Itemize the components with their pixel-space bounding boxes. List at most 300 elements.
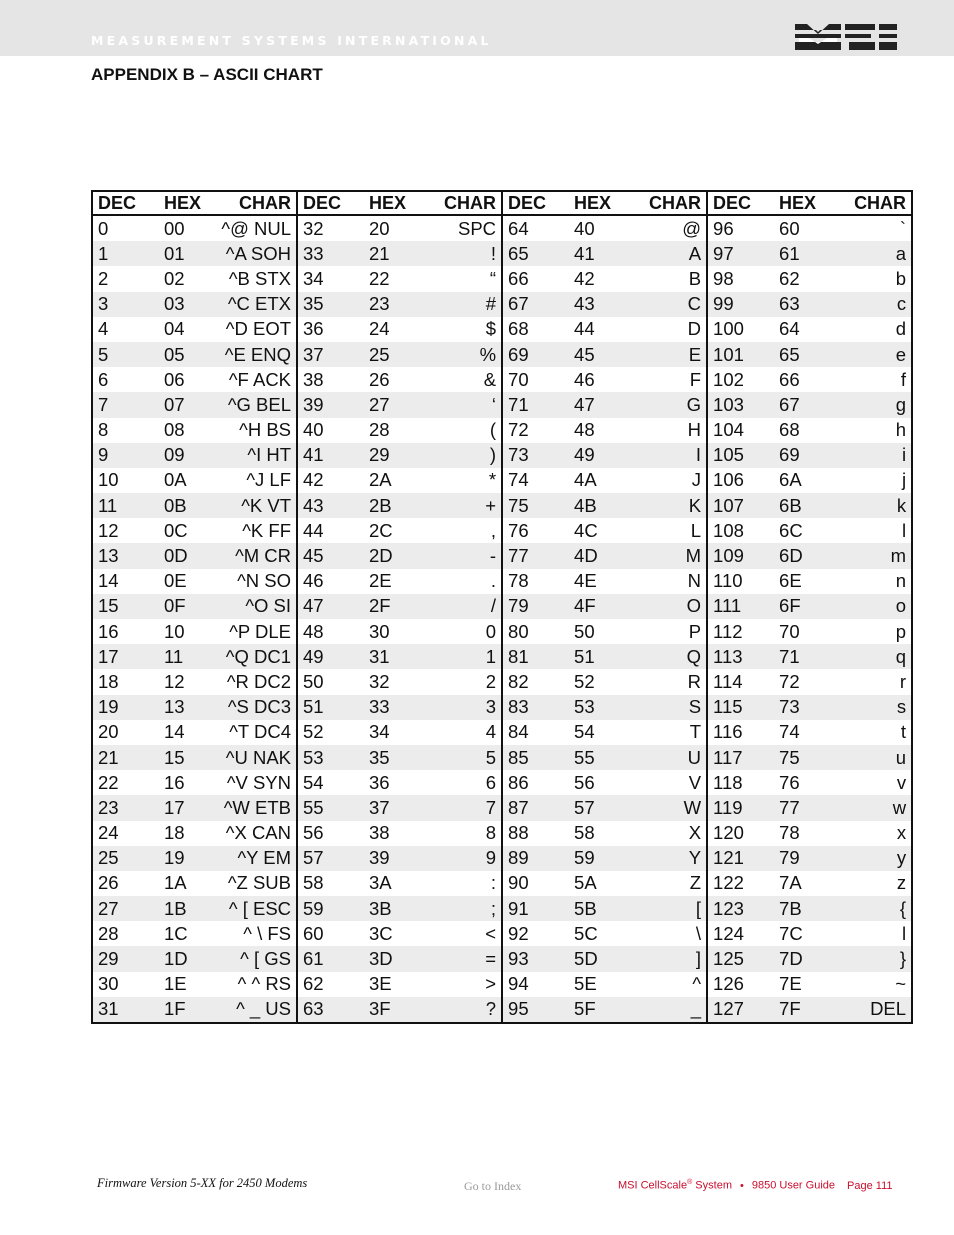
- table-row: [92, 594, 912, 619]
- char-cell: ^K FF: [242, 519, 292, 541]
- char-cell: A: [616, 241, 707, 266]
- hex-cell: 02: [164, 267, 185, 289]
- dec-cell: 7: [92, 392, 159, 417]
- table-row: [92, 215, 912, 241]
- hex-cell: 10: [164, 620, 185, 642]
- hex-cell: 76: [779, 771, 800, 793]
- dec-cell: 116: [707, 720, 774, 745]
- table-row: [92, 367, 912, 392]
- dec-cell: 101: [707, 342, 774, 367]
- hex-cell: 65: [774, 342, 821, 367]
- dec-cell: 54: [297, 770, 364, 795]
- char-cell: ^V SYN: [226, 771, 292, 793]
- dec-cell: 15: [92, 594, 159, 619]
- char-cell: ~: [895, 973, 907, 995]
- table-row: [92, 317, 912, 342]
- dec-cell: 22: [98, 771, 119, 793]
- table-row: [92, 821, 912, 846]
- dec-cell: 45: [297, 543, 364, 568]
- hex-cell: 14: [164, 721, 185, 743]
- char-cell: ^U NAK: [206, 745, 297, 770]
- header-dec: DEC: [707, 191, 774, 215]
- char-cell: W: [616, 795, 707, 820]
- char-cell: b: [895, 267, 907, 289]
- dec-cell: 66: [502, 266, 569, 291]
- hex-cell: 12: [164, 670, 185, 692]
- hex-cell: 0D: [159, 543, 206, 568]
- char-cell: ^J LF: [246, 469, 292, 491]
- hex-cell: 44: [574, 318, 595, 340]
- hex-cell: 77: [774, 795, 821, 820]
- hex-cell: 5C: [574, 922, 598, 944]
- hex-cell: 04: [164, 318, 185, 340]
- hex-cell: 2C: [369, 519, 393, 541]
- dec-cell: 35: [297, 292, 364, 317]
- char-cell: ^G BEL: [206, 392, 297, 417]
- dec-cell: 13: [92, 543, 159, 568]
- char-cell: H: [687, 419, 702, 441]
- char-cell: L: [690, 519, 702, 541]
- dec-cell: 83: [502, 695, 569, 720]
- dec-cell: 42: [297, 468, 364, 493]
- char-cell: m: [821, 543, 912, 568]
- char-cell: j: [901, 469, 907, 491]
- hex-cell: 69: [774, 443, 821, 468]
- hex-cell: 29: [364, 443, 411, 468]
- char-cell: ^A SOH: [206, 241, 297, 266]
- char-cell: V: [688, 771, 702, 793]
- char-cell: {: [821, 896, 912, 921]
- dec-cell: 73: [502, 443, 569, 468]
- table-row: [92, 292, 912, 317]
- char-cell: 5: [411, 745, 502, 770]
- hex-cell: 37: [364, 795, 411, 820]
- char-cell: 3: [411, 695, 502, 720]
- dec-cell: 11: [92, 493, 159, 518]
- dec-cell: 23: [92, 795, 159, 820]
- product-name: MSI CellScale: [618, 1179, 688, 1192]
- hex-cell: 79: [774, 846, 821, 871]
- hex-cell: 74: [779, 721, 800, 743]
- dec-cell: 82: [502, 669, 569, 694]
- hex-cell: 5F: [569, 997, 616, 1023]
- dec-cell: 26: [98, 872, 119, 894]
- dec-cell: 127: [707, 997, 774, 1023]
- dec-cell: 36: [297, 317, 364, 342]
- hex-cell: 0A: [164, 469, 187, 491]
- guide-name: 9850 User Guide: [751, 1179, 836, 1192]
- table-row: [92, 921, 912, 946]
- char-cell: z: [896, 872, 907, 894]
- table-row: [92, 569, 912, 594]
- dec-cell: 29: [92, 946, 159, 971]
- firmware-version: Firmware Version 5-XX for 2450 Modems: [97, 1176, 308, 1190]
- dec-cell: 28: [98, 922, 119, 944]
- hex-cell: 50: [574, 620, 595, 642]
- table-row: [92, 342, 912, 367]
- hex-cell: 03: [159, 292, 206, 317]
- hex-cell: 05: [159, 342, 206, 367]
- hex-cell: 2F: [364, 594, 411, 619]
- go-to-index-link[interactable]: Go to Index: [464, 1179, 522, 1193]
- hex-cell: 40: [574, 217, 595, 239]
- dec-cell: 104: [707, 418, 774, 443]
- char-cell: >: [485, 973, 497, 995]
- char-cell: !: [411, 241, 502, 266]
- dec-cell: 71: [502, 392, 569, 417]
- dec-cell: 8: [98, 419, 109, 441]
- dec-cell: 25: [92, 846, 159, 871]
- table-row: [92, 720, 912, 745]
- hex-cell: 4C: [574, 519, 598, 541]
- hex-cell: 3F: [364, 997, 411, 1023]
- hex-cell: 00: [164, 217, 185, 239]
- hex-cell: 20: [369, 217, 390, 239]
- char-cell: ^ _ US: [206, 997, 297, 1023]
- char-cell: ^B STX: [228, 267, 292, 289]
- dec-cell: 88: [502, 821, 569, 846]
- hex-cell: 1C: [164, 922, 188, 944]
- header-hex: HEX: [569, 191, 616, 215]
- char-cell: *: [488, 469, 497, 491]
- char-cell: \: [695, 922, 702, 944]
- char-cell: ^D EOT: [225, 318, 292, 340]
- dec-cell: 113: [707, 644, 774, 669]
- hex-cell: 57: [569, 795, 616, 820]
- table-header-row: [92, 191, 912, 215]
- char-cell: h: [895, 419, 907, 441]
- hex-cell: 70: [779, 620, 800, 642]
- table-row: [92, 518, 912, 543]
- dec-cell: 68: [502, 317, 569, 342]
- char-cell: P: [688, 620, 702, 642]
- char-cell: @: [682, 217, 702, 239]
- hex-cell: 3D: [364, 946, 411, 971]
- table-row: [92, 946, 912, 971]
- table-body: [92, 215, 912, 1023]
- char-cell: ^Z SUB: [227, 872, 292, 894]
- hex-cell: 7A: [779, 872, 802, 894]
- hex-cell: 46: [574, 368, 595, 390]
- char-cell: T: [689, 721, 702, 743]
- dec-cell: 21: [92, 745, 159, 770]
- dec-cell: 48: [297, 619, 364, 644]
- table-row: [92, 543, 912, 568]
- hex-cell: 0F: [159, 594, 206, 619]
- char-cell: ,: [490, 519, 497, 541]
- hex-cell: 6E: [779, 570, 802, 592]
- table-row: [92, 669, 912, 694]
- hex-cell: 5A: [574, 872, 597, 894]
- header-char: CHAR: [411, 191, 502, 215]
- dec-cell: 0: [98, 217, 109, 239]
- dec-cell: 6: [98, 368, 109, 390]
- char-cell: &: [483, 368, 497, 390]
- char-cell: U: [616, 745, 707, 770]
- dec-cell: 63: [297, 997, 364, 1023]
- char-cell: Y: [616, 846, 707, 871]
- dec-cell: 86: [502, 770, 569, 795]
- hex-cell: 1B: [159, 896, 206, 921]
- table-row: [92, 795, 912, 820]
- dec-cell: 85: [502, 745, 569, 770]
- char-cell: I: [616, 443, 707, 468]
- hex-cell: 1F: [159, 997, 206, 1023]
- char-cell: .: [490, 570, 497, 592]
- hex-cell: 72: [779, 670, 800, 692]
- char-cell: N: [687, 570, 702, 592]
- dec-cell: 110: [707, 569, 774, 594]
- char-cell: ^S DC3: [206, 695, 297, 720]
- hex-cell: 58: [574, 822, 595, 844]
- header-char: CHAR: [616, 191, 707, 215]
- dec-cell: 1: [92, 241, 159, 266]
- dec-cell: 93: [502, 946, 569, 971]
- hex-cell: 21: [364, 241, 411, 266]
- char-cell: ^I HT: [206, 443, 297, 468]
- hex-cell: 2A: [369, 469, 392, 491]
- dec-cell: 77: [502, 543, 569, 568]
- hex-cell: 54: [574, 721, 595, 743]
- char-cell: `: [899, 217, 907, 239]
- hex-cell: 23: [364, 292, 411, 317]
- dec-cell: 120: [707, 821, 774, 846]
- hex-cell: 31: [364, 644, 411, 669]
- table-row: [92, 468, 912, 493]
- dec-cell: 99: [707, 292, 774, 317]
- header-char: CHAR: [821, 191, 912, 215]
- page-title: APPENDIX B – ASCII CHART: [91, 65, 323, 84]
- hex-cell: 71: [774, 644, 821, 669]
- char-cell: s: [821, 695, 912, 720]
- char-cell: _: [616, 997, 707, 1023]
- char-cell: 1: [411, 644, 502, 669]
- char-cell: g: [821, 392, 912, 417]
- hex-cell: 15: [159, 745, 206, 770]
- hex-cell: 0C: [164, 519, 188, 541]
- dec-cell: 65: [502, 241, 569, 266]
- hex-cell: 7F: [774, 997, 821, 1023]
- dec-cell: 53: [297, 745, 364, 770]
- hex-cell: 47: [569, 392, 616, 417]
- char-cell: ^@ NUL: [221, 217, 292, 239]
- hex-cell: 38: [369, 822, 390, 844]
- dec-cell: 18: [98, 670, 119, 692]
- char-cell: }: [821, 946, 912, 971]
- dec-cell: 49: [297, 644, 364, 669]
- hex-cell: 0E: [164, 570, 187, 592]
- dec-cell: 60: [297, 921, 364, 946]
- dec-cell: 108: [707, 518, 774, 543]
- hex-cell: 7E: [779, 973, 802, 995]
- hex-cell: 73: [774, 695, 821, 720]
- hex-cell: 19: [159, 846, 206, 871]
- char-cell: t: [900, 721, 907, 743]
- dec-cell: 81: [502, 644, 569, 669]
- hex-cell: 4E: [574, 570, 597, 592]
- dec-cell: 2: [98, 267, 109, 289]
- hex-cell: 1E: [164, 973, 187, 995]
- char-cell: o: [821, 594, 912, 619]
- hex-cell: 5B: [569, 896, 616, 921]
- registered-mark: ®: [687, 1179, 693, 1186]
- char-cell: ?: [411, 997, 502, 1023]
- dec-cell: 34: [297, 266, 364, 291]
- char-cell: F: [689, 368, 702, 390]
- table-row: [92, 972, 912, 997]
- hex-cell: 63: [774, 292, 821, 317]
- char-cell: ^F ACK: [228, 368, 292, 390]
- header-hex: HEX: [774, 191, 821, 215]
- header-band: [0, 0, 954, 56]
- char-cell: ^ [ GS: [206, 946, 297, 971]
- char-cell: ^W ETB: [206, 795, 297, 820]
- hex-cell: 55: [569, 745, 616, 770]
- hex-cell: 26: [369, 368, 390, 390]
- char-cell: q: [821, 644, 912, 669]
- dec-cell: 122: [707, 871, 774, 896]
- char-cell: #: [411, 292, 502, 317]
- char-cell: ^O SI: [206, 594, 297, 619]
- dec-cell: 40: [297, 418, 364, 443]
- dec-cell: 38: [297, 367, 364, 392]
- dec-cell: 107: [707, 493, 774, 518]
- dec-cell: 9: [92, 443, 159, 468]
- dec-cell: 50: [297, 669, 364, 694]
- hex-cell: 48: [574, 419, 595, 441]
- dec-cell: 10: [98, 469, 119, 491]
- dec-cell: 96: [707, 215, 774, 241]
- dec-cell: 105: [707, 443, 774, 468]
- char-cell: x: [896, 822, 907, 844]
- char-cell: J: [691, 469, 702, 491]
- dec-cell: 37: [297, 342, 364, 367]
- char-cell: ^ \ FS: [243, 922, 292, 944]
- char-cell: G: [616, 392, 707, 417]
- char-cell: ^H BS: [239, 419, 292, 441]
- hex-cell: 39: [364, 846, 411, 871]
- dec-cell: 78: [502, 569, 569, 594]
- hex-cell: 0B: [159, 493, 206, 518]
- dec-cell: 74: [502, 468, 569, 493]
- char-cell: ^Y EM: [206, 846, 297, 871]
- char-cell: [: [616, 896, 707, 921]
- dec-cell: 92: [502, 921, 569, 946]
- hex-cell: 32: [369, 670, 390, 692]
- dec-cell: 58: [297, 871, 364, 896]
- hex-cell: 1A: [164, 872, 187, 894]
- char-cell: k: [821, 493, 912, 518]
- dec-cell: 119: [707, 795, 774, 820]
- header-hex: HEX: [364, 191, 411, 215]
- product-suffix: System: [692, 1179, 732, 1192]
- hex-cell: 27: [364, 392, 411, 417]
- hex-cell: 67: [774, 392, 821, 417]
- hex-cell: 11: [159, 644, 206, 669]
- dec-cell: 79: [502, 594, 569, 619]
- table-row: [92, 241, 912, 266]
- dec-cell: 112: [707, 619, 774, 644]
- dec-cell: 46: [297, 569, 364, 594]
- char-cell: 8: [485, 822, 497, 844]
- hex-cell: 41: [569, 241, 616, 266]
- dec-cell: 80: [502, 619, 569, 644]
- hex-cell: 49: [569, 443, 616, 468]
- char-cell: l: [901, 922, 907, 944]
- dec-cell: 98: [707, 266, 774, 291]
- msi-logo: [795, 24, 897, 50]
- dec-cell: 57: [297, 846, 364, 871]
- hex-cell: 51: [569, 644, 616, 669]
- char-cell: +: [411, 493, 502, 518]
- hex-cell: 5D: [569, 946, 616, 971]
- hex-cell: 3A: [369, 872, 392, 894]
- dec-cell: 55: [297, 795, 364, 820]
- char-cell: d: [895, 318, 907, 340]
- hex-cell: 2E: [369, 570, 392, 592]
- hex-cell: 64: [779, 318, 800, 340]
- char-cell: ^R DC2: [226, 670, 292, 692]
- dec-cell: 44: [297, 518, 364, 543]
- hex-cell: 30: [369, 620, 390, 642]
- company-name: MEASUREMENT SYSTEMS INTERNATIONAL: [91, 33, 492, 48]
- char-cell: 7: [411, 795, 502, 820]
- table-row: [92, 418, 912, 443]
- dec-cell: 126: [707, 972, 774, 997]
- dec-cell: 43: [297, 493, 364, 518]
- dec-cell: 51: [297, 695, 364, 720]
- char-cell: i: [821, 443, 912, 468]
- dec-cell: 121: [707, 846, 774, 871]
- dec-cell: 75: [502, 493, 569, 518]
- dec-cell: 5: [92, 342, 159, 367]
- hex-cell: 56: [574, 771, 595, 793]
- char-cell: %: [411, 342, 502, 367]
- hex-cell: 6D: [774, 543, 821, 568]
- char-cell: B: [688, 267, 702, 289]
- table-row: [92, 896, 912, 921]
- char-cell: ^ ^ RS: [237, 973, 292, 995]
- char-cell: D: [687, 318, 702, 340]
- table-row: [92, 871, 912, 896]
- dec-cell: 94: [502, 972, 569, 997]
- hex-cell: 08: [164, 419, 185, 441]
- char-cell: SPC: [457, 217, 497, 239]
- char-cell: ^M CR: [206, 543, 297, 568]
- table-row: [92, 695, 912, 720]
- header-char: CHAR: [206, 191, 297, 215]
- hex-cell: 7C: [779, 922, 803, 944]
- char-cell: <: [485, 922, 497, 944]
- char-cell: DEL: [821, 997, 912, 1023]
- hex-cell: 07: [159, 392, 206, 417]
- char-cell: /: [411, 594, 502, 619]
- hex-cell: 59: [569, 846, 616, 871]
- hex-cell: 43: [569, 292, 616, 317]
- dec-cell: 67: [502, 292, 569, 317]
- char-cell: :: [490, 872, 497, 894]
- char-cell: ): [411, 443, 502, 468]
- char-cell: 4: [485, 721, 497, 743]
- char-cell: ^X CAN: [225, 822, 292, 844]
- hex-cell: 3C: [369, 922, 393, 944]
- char-cell: ^ [ ESC: [206, 896, 297, 921]
- dec-cell: 69: [502, 342, 569, 367]
- hex-cell: 3B: [364, 896, 411, 921]
- dec-cell: 114: [707, 669, 774, 694]
- dec-cell: 39: [297, 392, 364, 417]
- hex-cell: 25: [364, 342, 411, 367]
